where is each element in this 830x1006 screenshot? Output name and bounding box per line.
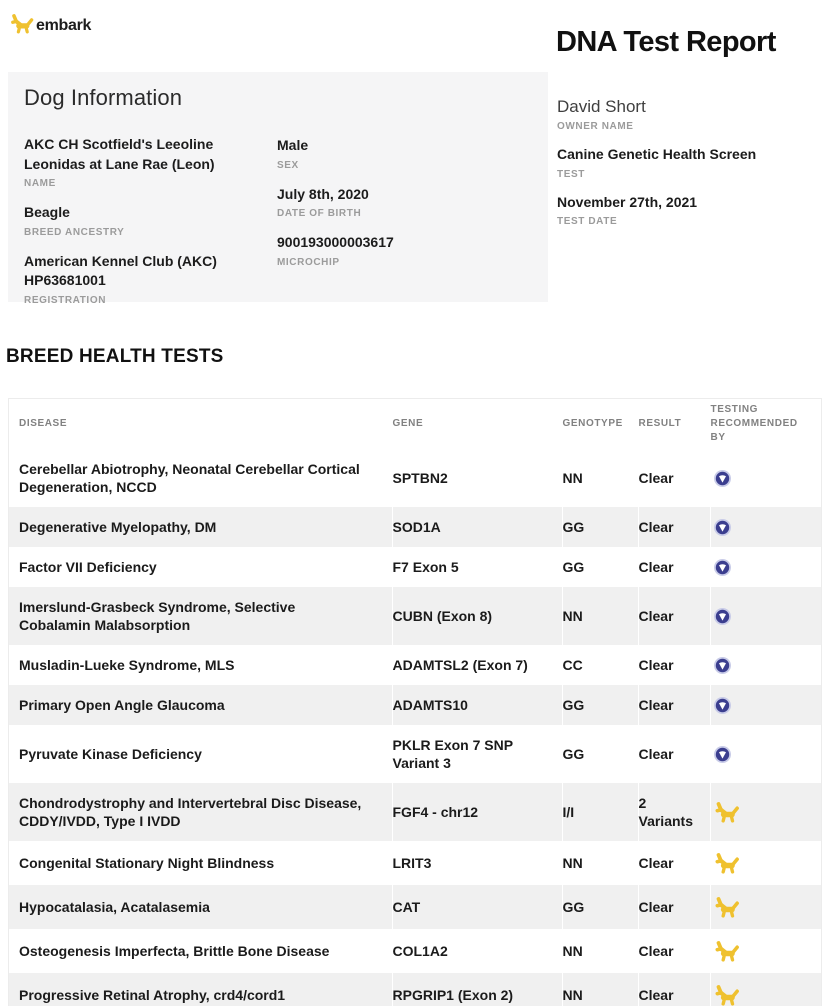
microchip-value: 900193000003617 (277, 234, 394, 250)
result-text: Clear (638, 608, 674, 624)
embark-logo (10, 13, 91, 39)
testing-recommended-cell (710, 645, 821, 685)
disease-cell (9, 725, 392, 783)
result-text: Clear (638, 899, 674, 915)
testing-recommended-cell (710, 507, 821, 547)
gene-cell (392, 725, 562, 783)
result-cell (638, 885, 710, 929)
table-row (9, 783, 821, 841)
owner-name-value: David Short (557, 97, 646, 116)
result-cell (638, 929, 710, 973)
disease-cell (9, 841, 392, 885)
dog-info-column-2 (277, 136, 535, 282)
ofa-badge-icon (714, 746, 822, 763)
microchip-label: MICROCHIP (277, 256, 340, 268)
table-header (9, 399, 821, 449)
breed-ancestry-label: BREED ANCESTRY (24, 226, 125, 238)
result-cell (638, 685, 710, 725)
ofa-badge-icon (714, 697, 822, 714)
result-text: Clear (638, 697, 674, 713)
testing-recommended-cell (710, 929, 821, 973)
disease-text: Osteogenesis Imperfecta, Brittle Bone Disease (19, 943, 330, 959)
disease-text: Imerslund-Grasbeck Syndrome, Selective Cobalamin Malabsorption (19, 599, 296, 633)
dog-name-label: NAME (24, 178, 56, 189)
gene-text: RPGRIP1 (Exon 2) (392, 987, 514, 1003)
table-row (9, 449, 821, 507)
result-cell (638, 587, 710, 645)
result-text: Clear (638, 855, 674, 871)
table-row (9, 725, 821, 783)
testing-recommended-cell (710, 725, 821, 783)
result-text: Clear (638, 470, 674, 486)
breed-ancestry-field (24, 203, 277, 238)
table-row (9, 547, 821, 587)
ofa-badge-icon (714, 470, 822, 487)
gene-cell (392, 685, 562, 725)
result-text: Clear (638, 987, 674, 1003)
genotype-cell (562, 645, 638, 685)
breed-ancestry-value: Beagle (24, 204, 70, 220)
test-date-value: November 27th, 2021 (557, 193, 698, 210)
testing-recommended-cell (710, 973, 821, 1006)
result-text: Clear (638, 559, 674, 575)
gene-text: CAT (392, 899, 421, 915)
result-cell (638, 507, 710, 547)
result-cell (638, 783, 710, 841)
disease-text: Cerebellar Abiotrophy, Neonatal Cerebellar Cortical Degeneration, NCCD (19, 461, 360, 495)
disease-text: Progressive Retinal Atrophy, crd4/cord1 (19, 987, 286, 1003)
table-row (9, 973, 821, 1006)
genotype-cell (562, 725, 638, 783)
result-text: Clear (638, 943, 674, 959)
genotype-cell (562, 841, 638, 885)
testing-recommended-cell (710, 685, 821, 725)
disease-cell (9, 929, 392, 973)
test-field (557, 145, 822, 180)
gene-text: SPTBN2 (392, 470, 448, 486)
disease-cell (9, 973, 392, 1006)
date-of-birth-field (277, 185, 535, 220)
dog-name-value: AKC CH Scotfield's Leeoline Leonidas at Lane Rae (Leon) (24, 136, 215, 172)
embark-dog-icon (714, 940, 822, 962)
dog-info-card (8, 72, 548, 306)
testing-recommended-cell (710, 783, 821, 841)
genotype-text: GG (562, 697, 585, 713)
registration-label: REGISTRATION (24, 294, 107, 306)
genotype-text: GG (562, 899, 585, 915)
genotype-cell (562, 783, 638, 841)
sex-value: Male (277, 137, 309, 153)
disease-text: Pyruvate Kinase Deficiency (19, 746, 202, 762)
embark-dog-icon (714, 801, 822, 823)
gene-text: SOD1A (392, 519, 441, 535)
gene-text: CUBN (Exon 8) (392, 608, 493, 624)
embark-dog-icon (714, 852, 822, 874)
genotype-cell (562, 507, 638, 547)
disease-text: Congenital Stationary Night Blindness (19, 855, 275, 871)
result-cell (638, 973, 710, 1006)
ofa-badge-icon (714, 608, 822, 625)
owner-info-panel (557, 97, 822, 240)
result-text: Clear (638, 519, 674, 535)
embark-dog-icon (714, 984, 822, 1006)
genotype-text: I/I (562, 804, 575, 820)
column-header-genotype: GENOTYPE (562, 418, 623, 429)
disease-cell (9, 587, 392, 645)
disease-cell (9, 507, 392, 547)
gene-cell (392, 547, 562, 587)
result-cell (638, 645, 710, 685)
ofa-badge-icon (714, 657, 822, 674)
testing-recommended-cell (710, 547, 821, 587)
disease-text: Primary Open Angle Glaucoma (19, 697, 225, 713)
health-tests-table (8, 398, 822, 1006)
genotype-text: NN (562, 855, 583, 871)
result-text: Clear (638, 746, 674, 762)
table-row (9, 645, 821, 685)
gene-cell (392, 645, 562, 685)
gene-text: F7 Exon 5 (392, 559, 459, 575)
disease-text: Chondrodystrophy and Intervertebral Disc Disease, CDDY/IVDD, Type I IVDD (19, 795, 362, 829)
gene-cell (392, 973, 562, 1006)
disease-text: Factor VII Deficiency (19, 559, 157, 575)
gene-cell (392, 929, 562, 973)
result-text: Clear (638, 657, 674, 673)
sex-field (277, 136, 535, 171)
result-cell (638, 725, 710, 783)
embark-dog-icon (714, 896, 822, 918)
genotype-cell (562, 587, 638, 645)
test-date-label: TEST DATE (557, 216, 618, 227)
genotype-text: NN (562, 943, 583, 959)
gene-cell (392, 587, 562, 645)
disease-cell (9, 645, 392, 685)
test-date-field (557, 193, 822, 228)
gene-text: FGF4 - chr12 (392, 804, 479, 820)
disease-cell (9, 783, 392, 841)
test-label: TEST (557, 168, 585, 180)
disease-cell (9, 547, 392, 587)
gene-cell (392, 449, 562, 507)
gene-text: COL1A2 (392, 943, 448, 959)
genotype-cell (562, 547, 638, 587)
genotype-text: NN (562, 987, 583, 1003)
column-header-disease: DISEASE (19, 418, 68, 429)
genotype-cell (562, 929, 638, 973)
registration-field (24, 252, 277, 306)
gene-text: ADAMTS10 (392, 697, 468, 713)
testing-recommended-cell (710, 449, 821, 507)
disease-cell (9, 449, 392, 507)
dog-info-title: Dog Information (24, 85, 183, 110)
testing-recommended-cell (710, 885, 821, 929)
owner-name-label: OWNER NAME (557, 121, 634, 132)
table-row (9, 507, 821, 547)
disease-cell (9, 685, 392, 725)
column-header-testing-recommended-by: TESTING RECOMMENDED BY (710, 404, 798, 443)
column-header-result: RESULT (638, 418, 682, 429)
gene-text: ADAMTSL2 (Exon 7) (392, 657, 528, 673)
genotype-text: GG (562, 519, 585, 535)
report-title: DNA Test Report (556, 26, 776, 58)
genotype-cell (562, 885, 638, 929)
testing-recommended-cell (710, 841, 821, 885)
breed-health-tests-title: BREED HEALTH TESTS (6, 346, 224, 367)
result-cell (638, 547, 710, 587)
genotype-cell (562, 973, 638, 1006)
genotype-text: GG (562, 746, 585, 762)
test-value: Canine Genetic Health Screen (557, 146, 757, 162)
gene-cell (392, 885, 562, 929)
ofa-badge-icon (714, 559, 822, 576)
disease-text: Degenerative Myelopathy, DM (19, 519, 217, 535)
ofa-badge-icon (714, 519, 822, 536)
table-row (9, 929, 821, 973)
owner-name-field (557, 97, 822, 132)
disease-cell (9, 885, 392, 929)
table-row (9, 885, 821, 929)
date-of-birth-value: July 8th, 2020 (277, 185, 369, 202)
genotype-text: GG (562, 559, 585, 575)
table-row (9, 841, 821, 885)
genotype-cell (562, 685, 638, 725)
gene-cell (392, 841, 562, 885)
result-text: 2 Variants (638, 795, 693, 829)
registration-value: American Kennel Club (AKC) HP63681001 (24, 252, 217, 288)
microchip-field (277, 233, 535, 268)
dog-info-column-1 (24, 135, 277, 320)
genotype-cell (562, 449, 638, 507)
result-cell (638, 841, 710, 885)
gene-cell (392, 507, 562, 547)
column-header-gene: GENE (392, 418, 424, 429)
genotype-text: CC (562, 657, 583, 673)
testing-recommended-cell (710, 587, 821, 645)
disease-text: Hypocatalasia, Acatalasemia (19, 899, 210, 915)
table-row (9, 685, 821, 725)
sex-label: SEX (277, 159, 299, 171)
genotype-text: NN (562, 608, 583, 624)
embark-logo-text: embark (36, 17, 92, 34)
gene-text: LRIT3 (392, 855, 432, 871)
result-cell (638, 449, 710, 507)
disease-text: Musladin-Lueke Syndrome, MLS (19, 657, 235, 673)
gene-cell (392, 783, 562, 841)
name-field (24, 135, 277, 189)
genotype-text: NN (562, 470, 583, 486)
embark-dog-icon (10, 13, 34, 39)
gene-text: PKLR Exon 7 SNP Variant 3 (392, 737, 513, 771)
date-of-birth-label: DATE OF BIRTH (277, 208, 362, 219)
table-row (9, 587, 821, 645)
